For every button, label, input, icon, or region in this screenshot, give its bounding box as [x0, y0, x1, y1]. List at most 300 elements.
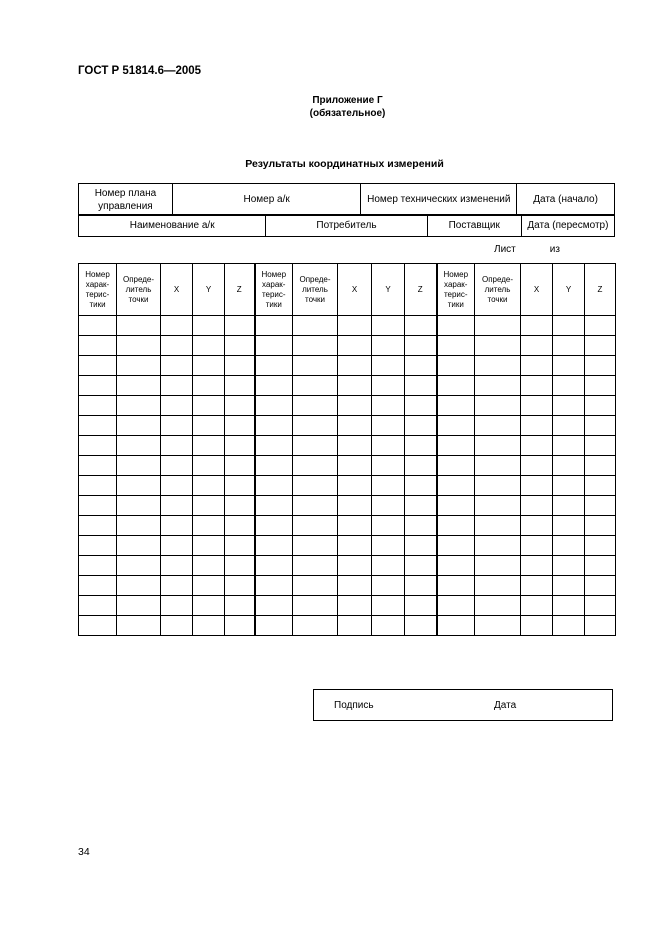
table-cell[interactable] — [79, 596, 117, 616]
table-cell[interactable] — [193, 336, 225, 356]
table-cell[interactable] — [117, 536, 161, 556]
table-cell[interactable] — [475, 376, 521, 396]
table-cell[interactable] — [79, 476, 117, 496]
table-cell[interactable] — [193, 576, 225, 596]
table-cell[interactable] — [193, 436, 225, 456]
table-cell[interactable] — [161, 496, 193, 516]
table-cell[interactable] — [79, 336, 117, 356]
table-cell[interactable] — [475, 536, 521, 556]
changes-number-label: Номер технических изменений — [367, 194, 511, 205]
table-cell[interactable] — [225, 396, 255, 416]
table-cell[interactable] — [225, 316, 255, 336]
table-cell[interactable] — [255, 596, 293, 616]
table-cell[interactable] — [255, 556, 293, 576]
table-cell[interactable] — [117, 576, 161, 596]
table-cell[interactable] — [475, 556, 521, 576]
table-row — [79, 316, 616, 336]
column-header: Номер харак-терис-тики — [437, 264, 475, 316]
header-table-bottom — [78, 214, 615, 237]
sheet-of-label: из — [549, 244, 560, 255]
table-cell[interactable] — [225, 376, 255, 396]
column-header: Номер харак-терис-тики — [79, 264, 117, 316]
table-cell[interactable] — [372, 576, 405, 596]
table-cell[interactable] — [372, 416, 405, 436]
table-row — [79, 436, 616, 456]
table-cell[interactable] — [255, 516, 293, 536]
table-cell[interactable] — [475, 336, 521, 356]
table-cell[interactable] — [255, 576, 293, 596]
table-cell[interactable] — [193, 316, 225, 336]
table-cell[interactable] — [79, 496, 117, 516]
table-cell[interactable] — [372, 536, 405, 556]
column-header: Номер харак-терис-тики — [255, 264, 293, 316]
table-cell[interactable] — [372, 476, 405, 496]
table-cell[interactable] — [255, 436, 293, 456]
table-cell[interactable] — [437, 416, 475, 436]
table-cell[interactable] — [437, 316, 475, 336]
table-cell[interactable] — [405, 356, 437, 376]
column-header: X — [161, 264, 193, 316]
supplier-cell[interactable] — [427, 215, 521, 237]
table-cell[interactable] — [225, 336, 255, 356]
table-cell[interactable] — [585, 436, 616, 456]
table-cell[interactable] — [585, 456, 616, 476]
column-header: Y — [372, 264, 405, 316]
table-cell[interactable] — [293, 556, 338, 576]
table-cell[interactable] — [117, 356, 161, 376]
table-cell[interactable] — [193, 556, 225, 576]
table-cell[interactable] — [553, 436, 585, 456]
table-cell[interactable] — [255, 456, 293, 476]
table-cell[interactable] — [193, 456, 225, 476]
table-cell[interactable] — [117, 616, 161, 636]
signature-box — [313, 689, 613, 721]
table-cell[interactable] — [117, 396, 161, 416]
table-cell[interactable] — [255, 616, 293, 636]
table-cell[interactable] — [521, 596, 553, 616]
table-cell[interactable] — [79, 516, 117, 536]
table-cell[interactable] — [79, 536, 117, 556]
table-cell[interactable] — [193, 356, 225, 376]
table-cell[interactable] — [521, 556, 553, 576]
table-cell[interactable] — [585, 376, 616, 396]
table-cell[interactable] — [161, 536, 193, 556]
table-cell[interactable] — [225, 356, 255, 376]
table-cell[interactable] — [79, 356, 117, 376]
table-cell[interactable] — [338, 336, 372, 356]
table-cell[interactable] — [405, 476, 437, 496]
table-cell[interactable] — [372, 316, 405, 336]
vehicle-number-label: Номер а/к — [243, 194, 290, 205]
table-cell[interactable] — [553, 316, 585, 336]
column-header: Опреде-литель точки — [475, 264, 521, 316]
table-cell[interactable] — [372, 356, 405, 376]
date-start-cell[interactable] — [517, 184, 615, 216]
column-header: Z — [225, 264, 255, 316]
table-cell[interactable] — [293, 616, 338, 636]
table-cell[interactable] — [255, 336, 293, 356]
table-cell[interactable] — [293, 356, 338, 376]
table-cell[interactable] — [405, 456, 437, 476]
table-cell[interactable] — [117, 416, 161, 436]
table-row — [79, 416, 616, 436]
table-row — [79, 556, 616, 576]
table-cell[interactable] — [161, 456, 193, 476]
table-cell[interactable] — [193, 496, 225, 516]
table-cell[interactable] — [193, 476, 225, 496]
table-cell[interactable] — [338, 596, 372, 616]
changes-number-cell[interactable] — [361, 184, 517, 216]
table-cell[interactable] — [161, 576, 193, 596]
table-cell[interactable] — [225, 576, 255, 596]
table-row — [79, 536, 616, 556]
table-cell[interactable] — [117, 516, 161, 536]
table-cell[interactable] — [405, 596, 437, 616]
table-cell[interactable] — [372, 516, 405, 536]
table-cell[interactable] — [437, 396, 475, 416]
date-review-label: Дата (пересмотр) — [527, 220, 609, 231]
column-header: Y — [193, 264, 225, 316]
table-cell[interactable] — [521, 376, 553, 396]
table-cell[interactable] — [475, 576, 521, 596]
table-cell[interactable] — [255, 396, 293, 416]
table-cell[interactable] — [161, 556, 193, 576]
table-cell[interactable] — [225, 416, 255, 436]
table-cell[interactable] — [553, 356, 585, 376]
table-cell[interactable] — [585, 496, 616, 516]
table-cell[interactable] — [437, 576, 475, 596]
table-cell[interactable] — [255, 476, 293, 496]
table-row — [79, 616, 616, 636]
table-cell[interactable] — [372, 456, 405, 476]
table-row — [79, 596, 616, 616]
table-cell[interactable] — [372, 556, 405, 576]
table-cell[interactable] — [553, 596, 585, 616]
table-cell[interactable] — [437, 596, 475, 616]
table-cell[interactable] — [475, 516, 521, 536]
table-cell[interactable] — [255, 536, 293, 556]
table-cell[interactable] — [79, 436, 117, 456]
table-cell[interactable] — [338, 516, 372, 536]
table-cell[interactable] — [437, 516, 475, 536]
table-cell[interactable] — [193, 396, 225, 416]
table-cell[interactable] — [338, 476, 372, 496]
measurement-table — [78, 263, 616, 636]
table-row — [79, 356, 616, 376]
table-cell[interactable] — [585, 356, 616, 376]
table-row — [79, 496, 616, 516]
table-cell[interactable] — [79, 616, 117, 636]
table-cell[interactable] — [161, 416, 193, 436]
table-cell[interactable] — [372, 436, 405, 456]
page-number: 34 — [78, 846, 90, 858]
column-header: X — [521, 264, 553, 316]
plan-number-cell[interactable] — [79, 184, 173, 216]
table-cell[interactable] — [117, 596, 161, 616]
table-cell[interactable] — [161, 336, 193, 356]
table-cell[interactable] — [193, 596, 225, 616]
table-cell[interactable] — [338, 376, 372, 396]
table-cell[interactable] — [293, 456, 338, 476]
table-cell[interactable] — [338, 536, 372, 556]
table-cell[interactable] — [585, 516, 616, 536]
table-cell[interactable] — [293, 576, 338, 596]
date-review-cell[interactable] — [521, 215, 614, 237]
table-cell[interactable] — [521, 356, 553, 376]
table-cell[interactable] — [193, 516, 225, 536]
table-cell[interactable] — [293, 316, 338, 336]
table-cell[interactable] — [585, 596, 616, 616]
table-cell[interactable] — [161, 436, 193, 456]
table-cell[interactable] — [585, 616, 616, 636]
table-cell[interactable] — [585, 556, 616, 576]
table-row — [79, 336, 616, 356]
table-cell[interactable] — [475, 356, 521, 376]
table-cell[interactable] — [405, 616, 437, 636]
table-cell[interactable] — [521, 396, 553, 416]
table-cell[interactable] — [553, 336, 585, 356]
table-cell[interactable] — [372, 616, 405, 636]
table-row — [79, 516, 616, 536]
table-cell[interactable] — [161, 596, 193, 616]
table-cell[interactable] — [255, 316, 293, 336]
table-cell[interactable] — [585, 536, 616, 556]
table-cell[interactable] — [293, 476, 338, 496]
table-cell[interactable] — [585, 576, 616, 596]
table-cell[interactable] — [521, 536, 553, 556]
table-cell[interactable] — [437, 496, 475, 516]
date-start-label: Дата (начало) — [533, 194, 598, 205]
appendix-title: Приложение Г — [312, 95, 383, 106]
table-cell[interactable] — [161, 476, 193, 496]
table-cell[interactable] — [585, 396, 616, 416]
table-cell[interactable] — [405, 536, 437, 556]
table-cell[interactable] — [553, 396, 585, 416]
table-cell[interactable] — [338, 416, 372, 436]
table-cell[interactable] — [225, 616, 255, 636]
table-cell[interactable] — [338, 356, 372, 376]
column-header: Опреде-литель точки — [293, 264, 338, 316]
table-cell[interactable] — [225, 556, 255, 576]
table-cell[interactable] — [293, 376, 338, 396]
table-cell[interactable] — [475, 316, 521, 336]
table-cell[interactable] — [521, 436, 553, 456]
table-row — [79, 476, 616, 496]
report-title: Результаты координатных измерений — [245, 158, 444, 170]
appendix-heading — [0, 94, 661, 120]
table-cell[interactable] — [585, 316, 616, 336]
table-cell[interactable] — [338, 616, 372, 636]
table-cell[interactable] — [161, 376, 193, 396]
consumer-label: Потребитель — [316, 220, 377, 231]
table-cell[interactable] — [338, 396, 372, 416]
vehicle-name-label: Наименование а/к — [129, 220, 215, 231]
table-cell[interactable] — [437, 476, 475, 496]
table-cell[interactable] — [161, 316, 193, 336]
table-cell[interactable] — [255, 356, 293, 376]
table-cell[interactable] — [193, 416, 225, 436]
column-header: Z — [405, 264, 437, 316]
table-cell[interactable] — [372, 336, 405, 356]
table-cell[interactable] — [405, 516, 437, 536]
table-cell[interactable] — [79, 416, 117, 436]
table-cell[interactable] — [475, 436, 521, 456]
table-cell[interactable] — [521, 316, 553, 336]
table-cell[interactable] — [79, 456, 117, 476]
table-cell[interactable] — [521, 576, 553, 596]
table-cell[interactable] — [225, 536, 255, 556]
table-cell[interactable] — [293, 516, 338, 536]
table-cell[interactable] — [79, 396, 117, 416]
vehicle-name-cell[interactable] — [79, 215, 266, 237]
table-cell[interactable] — [117, 556, 161, 576]
appendix-note: (обязательное) — [309, 108, 386, 119]
table-cell[interactable] — [585, 336, 616, 356]
plan-number-label: Номер плана управления — [94, 187, 157, 212]
signature-label: Подпись — [334, 700, 374, 711]
table-cell[interactable] — [293, 536, 338, 556]
table-cell[interactable] — [553, 616, 585, 636]
column-header: Z — [585, 264, 616, 316]
table-cell[interactable] — [475, 476, 521, 496]
table-cell[interactable] — [405, 416, 437, 436]
table-cell[interactable] — [475, 496, 521, 516]
table-cell[interactable] — [521, 476, 553, 496]
table-cell[interactable] — [117, 476, 161, 496]
table-cell[interactable] — [405, 496, 437, 516]
vehicle-number-cell[interactable] — [172, 184, 361, 216]
table-cell[interactable] — [437, 456, 475, 476]
table-cell[interactable] — [585, 476, 616, 496]
table-cell[interactable] — [405, 376, 437, 396]
table-cell[interactable] — [193, 616, 225, 636]
table-cell[interactable] — [437, 336, 475, 356]
table-cell[interactable] — [161, 616, 193, 636]
signature-date-label: Дата — [494, 700, 517, 711]
table-cell[interactable] — [553, 416, 585, 436]
table-cell[interactable] — [338, 316, 372, 336]
table-cell[interactable] — [293, 436, 338, 456]
supplier-label: Поставщик — [448, 220, 500, 231]
consumer-cell[interactable] — [266, 215, 427, 237]
table-cell[interactable] — [293, 396, 338, 416]
table-cell[interactable] — [117, 336, 161, 356]
table-cell[interactable] — [193, 536, 225, 556]
table-cell[interactable] — [293, 336, 338, 356]
table-cell[interactable] — [475, 416, 521, 436]
table-cell[interactable] — [117, 456, 161, 476]
table-cell[interactable] — [521, 416, 553, 436]
table-cell[interactable] — [437, 616, 475, 636]
table-cell[interactable] — [553, 516, 585, 536]
table-row — [79, 456, 616, 476]
table-cell[interactable] — [585, 416, 616, 436]
table-cell[interactable] — [255, 496, 293, 516]
table-row — [79, 376, 616, 396]
table-cell[interactable] — [405, 436, 437, 456]
table-cell[interactable] — [405, 336, 437, 356]
table-cell[interactable] — [225, 516, 255, 536]
table-row — [79, 576, 616, 596]
table-cell[interactable] — [475, 396, 521, 416]
sheet-indicator — [494, 244, 560, 255]
table-cell[interactable] — [338, 576, 372, 596]
column-header: Опреде-литель точки — [117, 264, 161, 316]
table-cell[interactable] — [225, 436, 255, 456]
table-cell[interactable] — [437, 356, 475, 376]
table-cell[interactable] — [79, 376, 117, 396]
table-cell[interactable] — [193, 376, 225, 396]
table-cell[interactable] — [475, 596, 521, 616]
table-cell[interactable] — [553, 376, 585, 396]
table-cell[interactable] — [372, 396, 405, 416]
table-cell[interactable] — [255, 416, 293, 436]
table-cell[interactable] — [372, 496, 405, 516]
table-cell[interactable] — [437, 536, 475, 556]
table-cell[interactable] — [372, 596, 405, 616]
header-table-top — [78, 183, 615, 216]
table-cell[interactable] — [521, 616, 553, 636]
table-cell[interactable] — [293, 596, 338, 616]
table-cell[interactable] — [553, 576, 585, 596]
table-cell[interactable] — [437, 556, 475, 576]
table-cell[interactable] — [521, 456, 553, 476]
table-cell[interactable] — [117, 436, 161, 456]
table-cell[interactable] — [161, 516, 193, 536]
table-cell[interactable] — [553, 556, 585, 576]
table-cell[interactable] — [225, 476, 255, 496]
table-cell[interactable] — [405, 396, 437, 416]
table-cell[interactable] — [553, 496, 585, 516]
table-row — [79, 396, 616, 416]
table-cell[interactable] — [338, 556, 372, 576]
table-cell[interactable] — [293, 416, 338, 436]
table-cell[interactable] — [79, 576, 117, 596]
table-cell[interactable] — [553, 456, 585, 476]
table-cell[interactable] — [79, 556, 117, 576]
table-cell[interactable] — [338, 456, 372, 476]
table-cell[interactable] — [521, 516, 553, 536]
table-cell[interactable] — [405, 556, 437, 576]
table-cell[interactable] — [475, 616, 521, 636]
sheet-label: Лист — [494, 244, 516, 255]
column-header: X — [338, 264, 372, 316]
table-cell[interactable] — [405, 316, 437, 336]
table-cell[interactable] — [338, 496, 372, 516]
table-cell[interactable] — [521, 496, 553, 516]
table-cell[interactable] — [437, 376, 475, 396]
table-cell[interactable] — [338, 436, 372, 456]
table-cell[interactable] — [553, 476, 585, 496]
table-cell[interactable] — [79, 316, 117, 336]
table-cell[interactable] — [161, 396, 193, 416]
table-cell[interactable] — [161, 356, 193, 376]
table-cell[interactable] — [225, 456, 255, 476]
table-cell[interactable] — [437, 436, 475, 456]
table-cell[interactable] — [475, 456, 521, 476]
table-cell[interactable] — [225, 496, 255, 516]
table-cell[interactable] — [225, 596, 255, 616]
table-cell[interactable] — [255, 376, 293, 396]
table-cell[interactable] — [405, 576, 437, 596]
table-cell[interactable] — [553, 536, 585, 556]
table-cell[interactable] — [293, 496, 338, 516]
table-cell[interactable] — [117, 496, 161, 516]
table-cell[interactable] — [117, 376, 161, 396]
table-cell[interactable] — [117, 316, 161, 336]
table-cell[interactable] — [372, 376, 405, 396]
table-cell[interactable] — [521, 336, 553, 356]
